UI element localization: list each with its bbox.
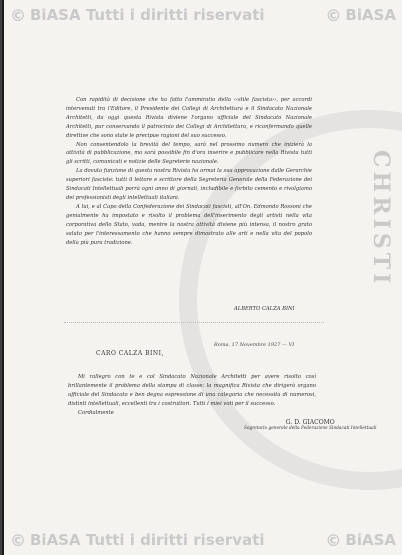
watermark-text: BiASA [345, 531, 396, 549]
watermark-left [10, 531, 265, 550]
reply-date: Roma, 17 Novembre 1927 — VI [214, 342, 295, 348]
divider [64, 322, 324, 323]
letter-signature: ALBERTO CALZA BINI [234, 306, 295, 312]
letter-paragraph: La dovuta funzione di questa nostra Rivista ha ormai la sua approvazione dalle Gerarchie superiori fasciste: tutti il lettore e scrittore della Segreteria Generale della Federazione dei Sindacati Intellettuali porrà ogni anno di giornali, includibile e forbito cemento e rivolgiamo dei professionisti degli intellettuali italiani. [66, 168, 312, 201]
watermark-text: BiASA [345, 6, 396, 24]
watermark-left [10, 6, 265, 25]
reply-paragraph: Mi rallegro con te e col Sindacato Nazionale Architetti per avere risolto così brillantemente il problema della stampa di classe: la magnifica Rivista che dirigerà organo ufficiale del Sindacato e ben degna espressione di una categoria che necessita di numerosi, distinti intellettuali, eccellenti tra i costruttori. Tutti i miei voti per il successo. [68, 374, 316, 407]
watermark-top [4, 0, 402, 30]
copyright-icon: © [325, 5, 342, 25]
letter-body [66, 96, 312, 247]
letter-paragraph: A lui, e al Capo della Confederazione dei Sindacati fascisti, all'On. Edmondo Rossoni che genialmente ha impostato e risolto il problema dell'inserimento degli artisti nella vita corporativa dello Stato, vada, mentre la nostra attività diviene più intensa, il nostro grato saluto per l'interessamento che hanno sempre dimostrato alle arti e nella vita del popolo della più pura tradizione. [66, 203, 312, 246]
reply-closing: Cordialmente [78, 409, 114, 416]
reply-signature [244, 420, 376, 432]
watermark-bottom [4, 525, 402, 555]
letter-paragraph: Non consentendolo la brevità del tempo, sarà nel prossimo numero che inizierà la attività di pubblicazione, ma sarà possibile fin d'ora inserire e pubblicare nella Rivista tutti gli scritti, comunicati e notizie delle Segreterie nazionale. [66, 141, 312, 166]
reply-body [68, 373, 316, 418]
seal-text: CHRISTI [368, 150, 394, 288]
watermark-text: BiASA Tutti i diritti riservati [30, 531, 265, 549]
reply-signature-title: Segretario generale della Federazione Sindacati Intellettuali [244, 426, 377, 431]
watermark-right [325, 6, 396, 25]
reply-signature-name: G. D. GIACOMO [285, 419, 335, 426]
copyright-icon: © [10, 5, 26, 25]
document-page [2, 0, 402, 555]
reply-addressee: CARO CALZA BINI, [96, 350, 164, 357]
watermark-right [325, 531, 396, 550]
copyright-icon: © [10, 530, 26, 550]
copyright-icon: © [325, 530, 342, 550]
letter-paragraph: Con rapidità di decisione che ha fatto l'ammiratio della ‹‹stile fascista››, per accordi intervenuti tra l'Editore, il Presidente dei Collegi di Architettura e il Sindacato Nazionale Architetti, da oggi questa Rivista diviene l'organo ufficiale del Sindacato Nazionale Architetti, pur conservando il patrocinio dei Collegi di Architettura, e riconfermando quelle direttive che sono state le precipue ragioni del suo successo. [66, 97, 312, 139]
watermark-text: BiASA Tutti i diritti riservati [30, 6, 265, 24]
